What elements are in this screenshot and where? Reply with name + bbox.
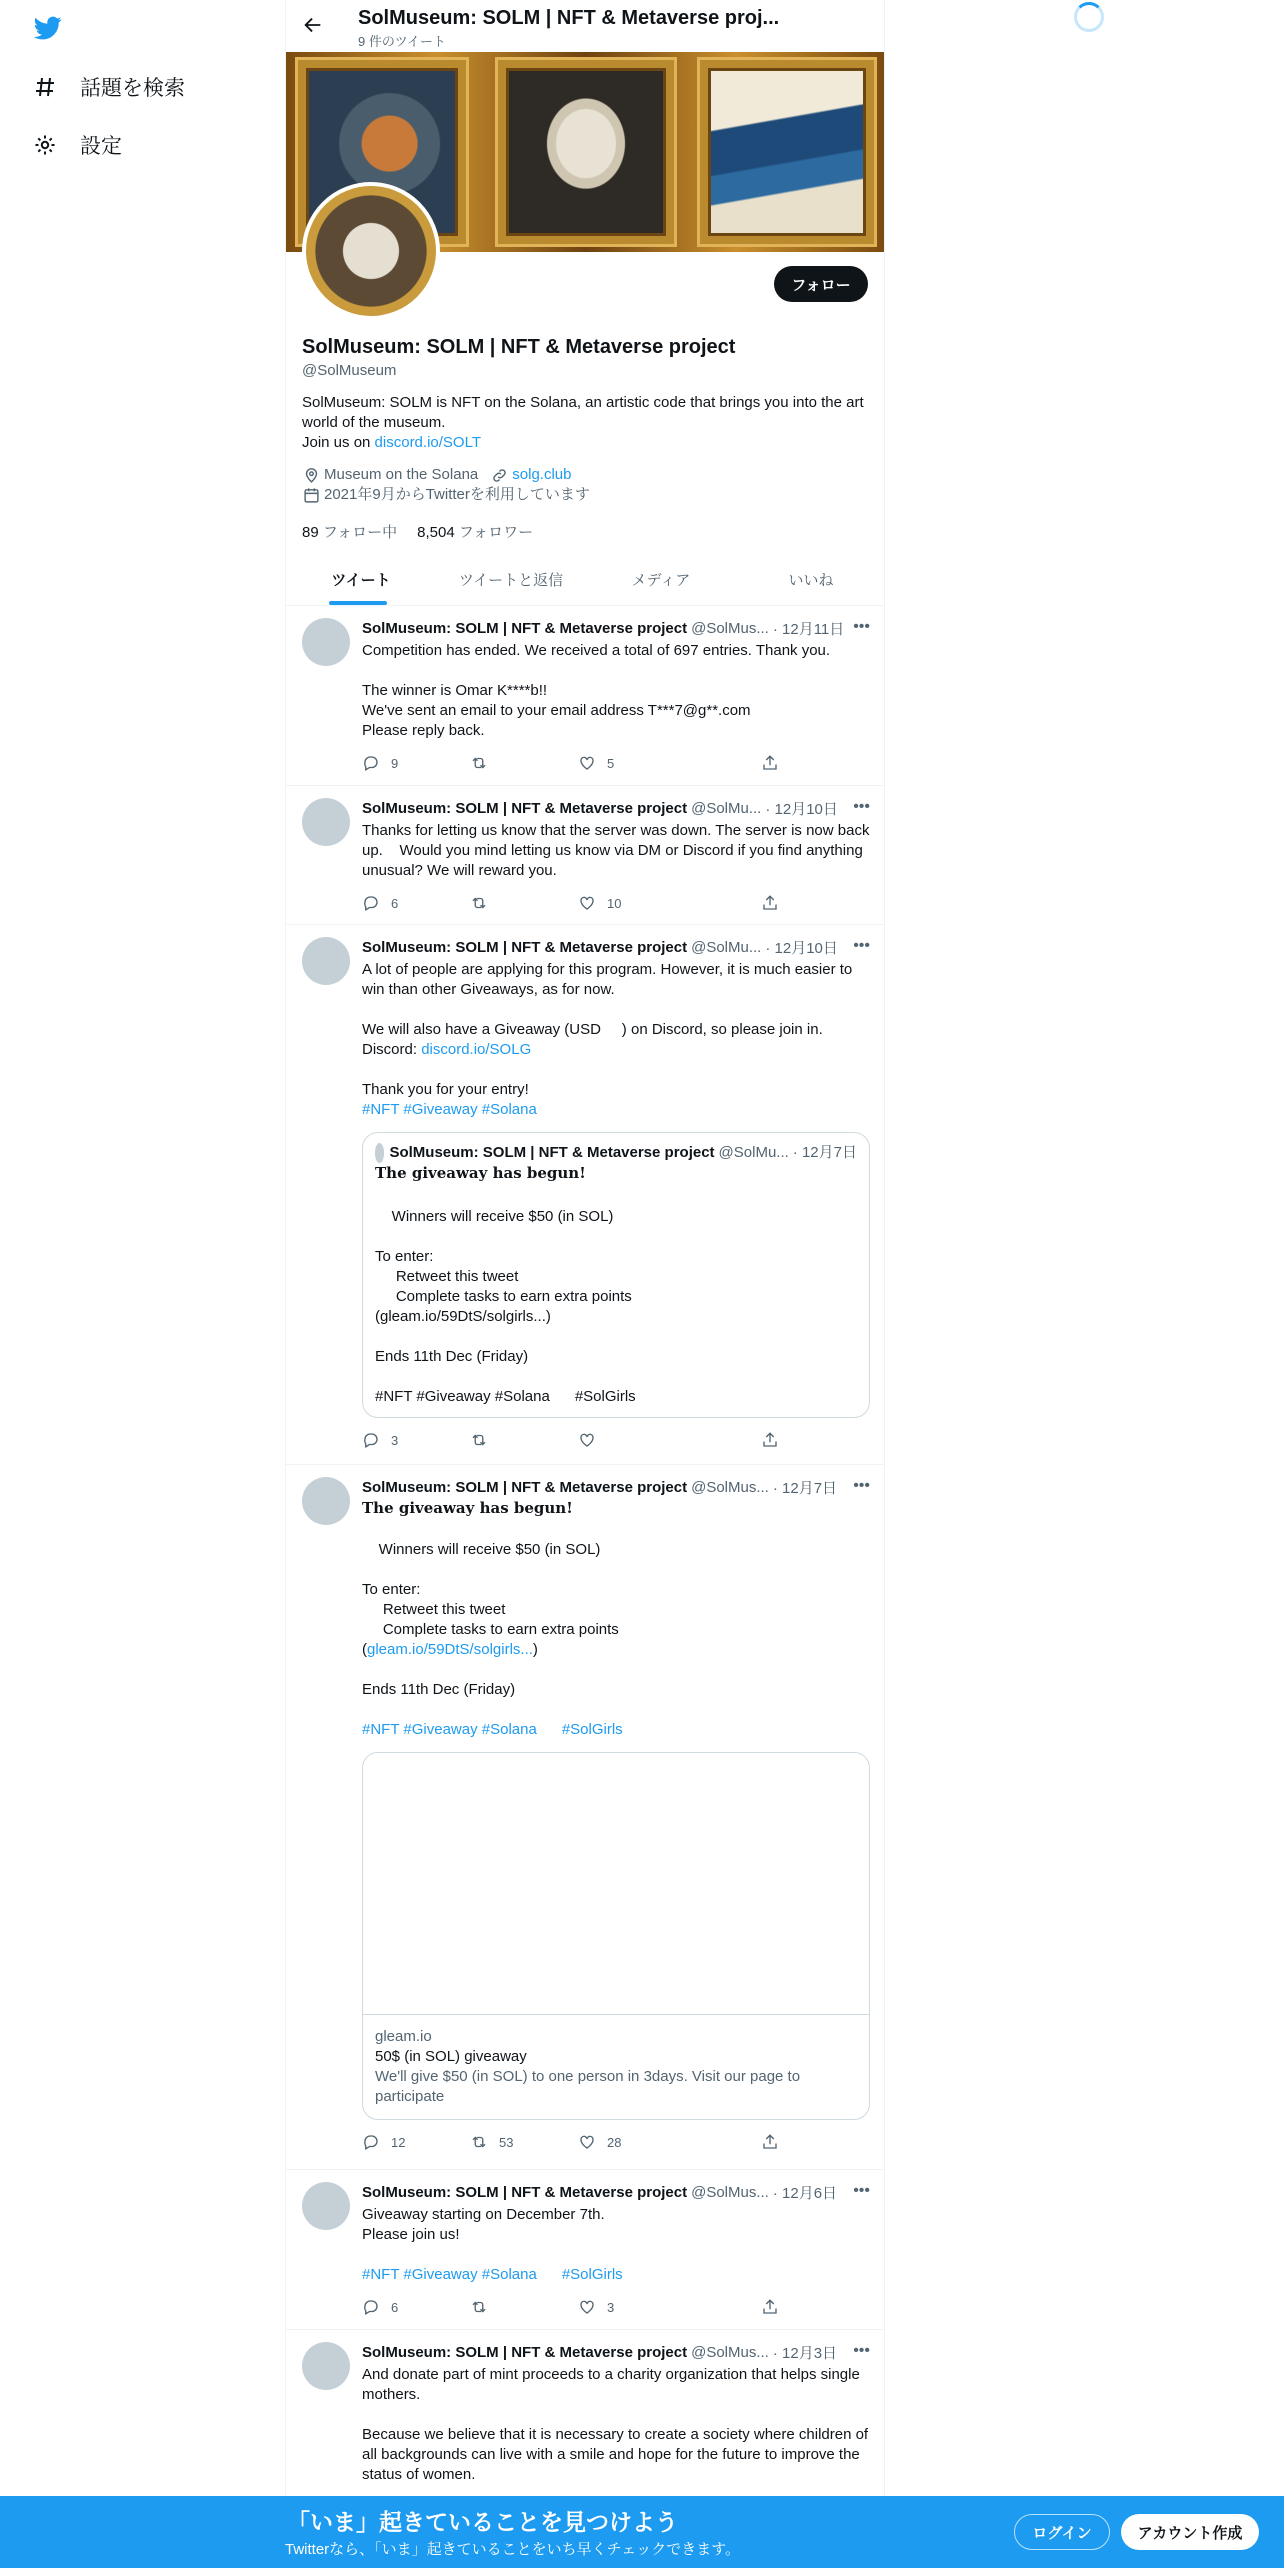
tweet[interactable] [286,925,885,1465]
share-icon [761,894,780,913]
tweet-text [362,2205,870,2285]
tab-tweets[interactable]: ツイート [286,553,436,605]
like-button[interactable] [578,2133,686,2152]
tweet-author-handle[interactable]: @SolMu... [691,800,762,817]
quoted-tweet-date: · 12月7日 [792,1144,857,1161]
tweet-date[interactable]: · 12月7日 [772,1480,838,1497]
gear-icon [32,132,58,158]
tweet-text [362,960,870,1120]
nav-settings[interactable] [32,125,122,165]
profile-website-link[interactable]: solg.club [512,466,572,483]
reply-icon [362,2298,381,2317]
quoted-tweet-avatar [375,1143,384,1163]
tweet-gleam-link[interactable]: gleam.io/59DtS/solgirls... [367,1641,533,1658]
share-button[interactable] [761,1431,790,1450]
tweet[interactable] [286,786,885,925]
tweet-author-name[interactable]: SolMuseum: SOLM | NFT & Metaverse project [362,2344,688,2361]
retweet-button[interactable] [470,894,578,913]
quoted-tweet-text: Winners will receive $50 (in SOL) To enter: Retweet this tweet Complete tasks to earn extra points (gleam.io/59DtS/solgirls...) Ends 11th Dec (Friday) #NFT #Giveaway #Solana #SolGirls [375,1208,636,1405]
tweet-header [362,937,870,958]
like-button[interactable] [578,1431,686,1450]
tweet-avatar[interactable] [302,2182,350,2230]
profile-bio [302,393,870,453]
retweet-icon [470,1431,489,1450]
quoted-tweet-header [375,1143,857,1163]
signup-banner-subtitle: Twitterなら、「いま」起きていることをいち早くチェックできます。 [285,2541,741,2558]
tweet-date[interactable]: · 12月3日 [772,2345,838,2362]
bio-text: SolMuseum: SOLM is NFT on the Solana, an artistic code that brings you into the art world of the museum. [302,394,864,431]
profile-info [302,336,870,542]
tweet-hashtags[interactable]: #NFT #Giveaway #Solana #SolGirls [362,1721,623,1738]
tweet-count: 9 件のツイート [358,34,446,49]
retweet-icon [470,2133,489,2152]
share-button[interactable] [761,894,790,913]
signup-banner-title: 「いま」起きていることを見つけよう [287,2509,678,2535]
tweet[interactable] [286,1465,885,2170]
quoted-author-name: SolMuseum: SOLM | NFT & Metaverse project [389,1144,715,1161]
share-icon [761,754,780,773]
tweet-text-part: ) Ends 11th Dec (Friday) [362,1641,538,1698]
tweet-text: Thanks for letting us know that the server was down. The server is now back up. Would you mind letting us know via DM or Discord if you find anything unusual? We will reward you. [362,822,874,879]
follow-stats [302,521,870,542]
tweet-feed [286,606,885,2530]
tweet-author-name[interactable]: SolMuseum: SOLM | NFT & Metaverse project [362,800,688,817]
tweet-author-name[interactable]: SolMuseum: SOLM | NFT & Metaverse project [362,1479,688,1496]
reply-icon [362,1431,381,1450]
loading-spinner-icon [1074,2,1104,32]
tweet-author-handle[interactable]: @SolMus... [691,2344,769,2361]
tweet-header [362,2182,870,2203]
tab-tweets-and-replies[interactable]: ツイートと返信 [458,571,564,589]
like-button[interactable] [578,754,686,773]
banner-painting-bust [498,60,674,244]
reply-count: 6 [391,2299,399,2315]
profile-tabs [286,553,885,606]
reply-count: 12 [391,2134,406,2150]
quoted-tweet[interactable] [362,1132,870,1418]
quoted-author-handle: @SolMu... [718,1144,789,1161]
tweet-actions [362,881,870,925]
tweet-header [362,618,870,639]
card-title: 50$ (in SOL) giveaway [375,2048,527,2065]
reply-icon [362,894,381,913]
tweet-avatar[interactable] [302,618,350,666]
card-description: We'll give $50 (in SOL) to one person in 3days. Visit our page to participate [375,2068,801,2105]
tweet-avatar[interactable] [302,798,350,846]
create-account-button[interactable]: アカウント作成 [1121,2514,1259,2550]
tweet-actions [362,741,870,785]
tweet-avatar[interactable] [302,2342,350,2390]
followers-label: フォロワー [458,524,534,541]
tweet-date[interactable]: · 12月11日 [772,621,845,638]
more-options-icon[interactable]: ••• [853,798,870,815]
reply-button[interactable] [362,754,470,773]
tweet-hashtags[interactable]: #NFT #Giveaway #Solana [362,1101,537,1118]
twitter-logo-icon[interactable] [32,14,64,42]
reply-button[interactable] [362,1431,470,1450]
login-button[interactable]: ログイン [1014,2514,1110,2550]
signup-banner [0,2496,1284,2568]
more-options-icon[interactable]: ••• [853,618,870,635]
profile-handle: @SolMuseum [302,362,397,379]
tweet-headline: The giveaway has begun! [362,1499,573,1517]
tweet-text-part: Winners will receive $50 (in SOL) To enter: Retweet this tweet Complete tasks to earn extra points ( [362,1541,619,1658]
retweet-icon [470,894,489,913]
retweet-count: 53 [499,2134,514,2150]
tweet-date[interactable]: · 12月10日 [765,801,838,818]
tweet-author-handle[interactable]: @SolMus... [691,1479,769,1496]
tweet-header [362,1477,870,1498]
share-button[interactable] [761,2298,790,2317]
following-label: フォロー中 [322,524,398,541]
tweet-header [362,2342,870,2363]
tweet-author-name[interactable]: SolMuseum: SOLM | NFT & Metaverse project [362,939,688,956]
reply-count: 3 [391,1432,399,1448]
tweet-date[interactable]: · 12月10日 [765,940,838,957]
reply-button[interactable] [362,2133,470,2152]
main-column [285,0,885,2568]
retweet-button[interactable] [470,754,578,773]
tweet[interactable] [286,2170,885,2330]
retweet-icon [470,2298,489,2317]
more-options-icon[interactable]: ••• [853,937,870,954]
tweet-discord-link[interactable]: discord.io/SOLG [421,1041,532,1058]
tab-likes[interactable]: いいね [788,571,834,589]
following-link[interactable] [302,521,397,542]
link-icon [490,466,508,484]
tweet-text [362,1520,870,1740]
card-image [363,1753,869,2015]
reply-icon [362,754,381,773]
tweet-date[interactable]: · 12月6日 [772,2185,838,2202]
heart-icon [578,2298,597,2317]
tweet-header [362,798,870,819]
heart-icon [578,894,597,913]
nav-settings-label: 設定 [80,135,122,158]
share-icon [761,1431,780,1450]
tweet-text: And donate part of mint proceeds to a charity organization that helps single mothers. Because we believe that it is necessary to create a society where children of all backgrounds can live with a smile and hope for the future to improve the status of women. [362,2366,869,2483]
more-options-icon[interactable]: ••• [853,2342,870,2359]
tweet-actions [362,2120,870,2164]
card-text [363,2015,869,2119]
heart-icon [578,1431,597,1450]
calendar-icon [302,486,320,504]
followers-count: 8,504 [417,524,455,541]
banner-painting-wave [700,60,874,244]
heart-icon [578,754,597,773]
reply-count: 9 [391,755,399,771]
tweet-text: Competition has ended. We received a total of 697 entries. Thank you. The winner is Omar K****b!! We've sent an email to your email address T***7@g**.com Please reply back. [362,642,831,739]
profile-joined-date: 2021年9月からTwitterを利用しています [324,486,590,503]
more-options-icon[interactable]: ••• [853,2182,870,2199]
profile-location: Museum on the Solana [324,466,479,483]
tweet-avatar[interactable] [302,937,350,985]
like-button[interactable] [578,894,686,913]
tweet-text-part: Giveaway starting on December 7th. Please join us! [362,2206,605,2243]
profile-avatar[interactable] [302,182,440,320]
link-preview-card[interactable] [362,1752,870,2120]
follow-button[interactable]: フォロー [774,266,868,302]
share-icon [761,2133,780,2152]
tweet-text-part: Thank you for your entry! [362,1081,529,1098]
tweet-avatar[interactable] [302,1477,350,1525]
profile-name: SolMuseum: SOLM | NFT & Metaverse project [302,336,736,358]
tweet-author-handle[interactable]: @SolMu... [691,939,762,956]
share-button[interactable] [761,754,790,773]
retweet-button[interactable] [470,2298,578,2317]
followers-link[interactable] [417,521,533,542]
tweet-hashtags[interactable]: #NFT #Giveaway #Solana #SolGirls [362,2266,623,2283]
location-pin-icon [302,466,320,484]
share-button[interactable] [761,2133,790,2152]
page-title: SolMuseum: SOLM | NFT & Metaverse proj... [358,7,780,29]
tweet-actions [362,2285,870,2329]
tab-media[interactable]: メディア [631,571,691,589]
following-count: 89 [302,524,319,541]
heart-icon [578,2133,597,2152]
nav-explore[interactable] [32,67,185,107]
nav-explore-label: 話題を検索 [80,77,185,100]
hashtag-icon [32,74,58,100]
tweet[interactable] [286,606,885,786]
tweet-author-name[interactable]: SolMuseum: SOLM | NFT & Metaverse project [362,2184,688,2201]
tweet-actions [362,1418,870,1462]
more-options-icon[interactable]: ••• [853,1477,870,1494]
retweet-icon [470,754,489,773]
like-count: 10 [607,895,622,911]
quoted-tweet-headline: The giveaway has begun! [375,1164,586,1182]
retweet-button[interactable] [470,1431,578,1450]
bio-discord-link[interactable]: discord.io/SOLT [374,434,481,451]
tweet-author-name[interactable]: SolMuseum: SOLM | NFT & Metaverse project [362,620,688,637]
like-count: 28 [607,2134,622,2150]
reply-count: 6 [391,895,399,911]
reply-button[interactable] [362,894,470,913]
card-domain: gleam.io [375,2028,432,2045]
back-arrow-icon[interactable] [302,14,326,38]
tweet-author-handle[interactable]: @SolMus... [691,620,769,637]
retweet-button[interactable] [470,2133,578,2152]
tweet-text-part: A lot of people are applying for this program. However, it is much easier to win than other Giveaways, as for now. We will also have a Giveaway (USD ) on Discord, so please join in. Discord: [362,961,853,1058]
like-button[interactable] [578,2298,686,2317]
bio-join-text: Join us on [302,434,375,451]
like-count: 5 [607,755,615,771]
profile-header-bar [286,0,884,52]
reply-icon [362,2133,381,2152]
like-count: 3 [607,2299,615,2315]
profile-meta [302,465,870,505]
tweet-author-handle[interactable]: @SolMus... [691,2184,769,2201]
share-icon [761,2298,780,2317]
reply-button[interactable] [362,2298,470,2317]
